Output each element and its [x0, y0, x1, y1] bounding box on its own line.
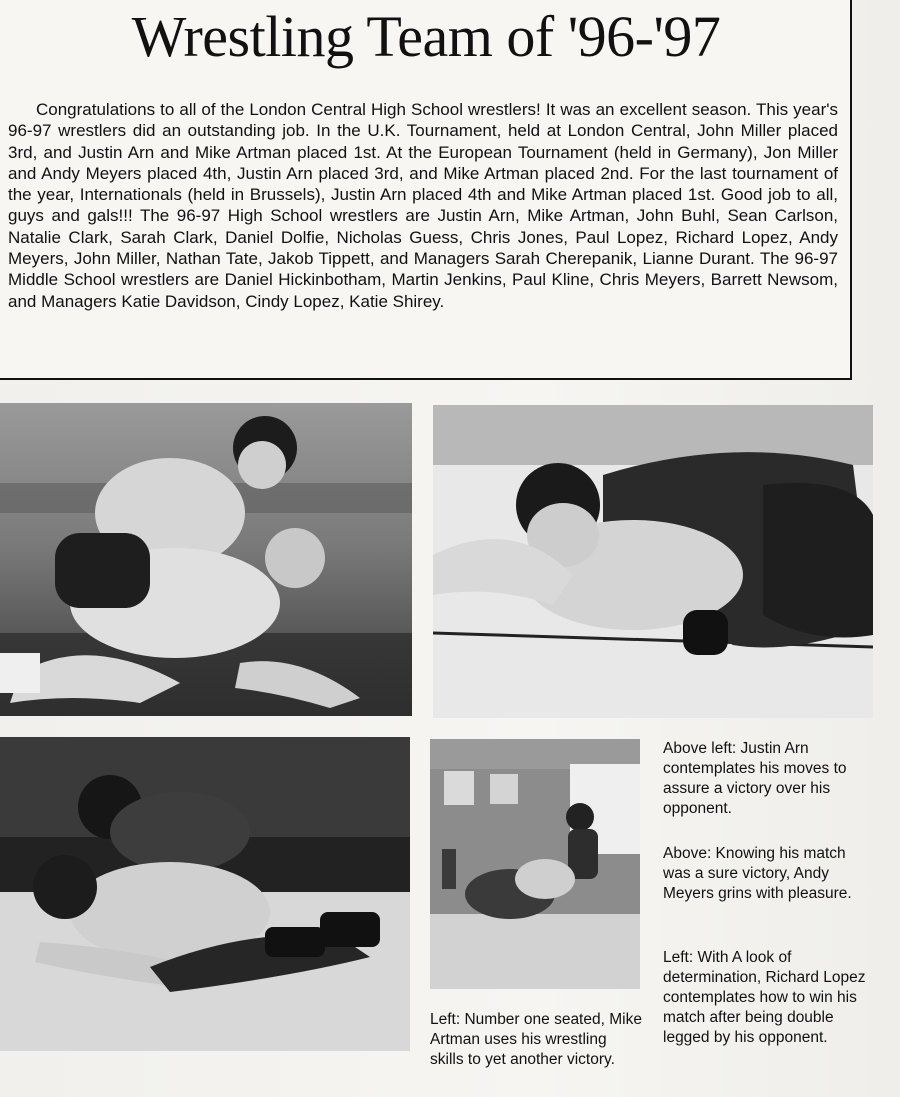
header-box: [0, 0, 852, 380]
photo-mike-artman: [430, 739, 640, 989]
photo-richard-lopez: [0, 737, 410, 1051]
photo-justin-arn: [0, 403, 412, 716]
caption-above: Above: Knowing his match was a sure victory, Andy Meyers grins with pleasure.: [663, 845, 852, 902]
caption-left-mike: Left: Number one seated, Mike Artman uses his wrestling skills to yet another victory.: [430, 1011, 642, 1068]
intro-paragraph: Congratulations to all of the London Central High School wrestlers! It was an excellent season. This year's 96-97 wrestlers did an outstanding job. In the U.K. Tournament, held at London Central, John Miller placed 3rd, and Justin Arn and Mike Artman placed 1st. At the European Tournament (held in Germany), Jon Miller and Andy Meyers placed 4th, Justin Arn placed 3rd, and Mike Artman placed 2nd. For the last tournament of the year, Internationals (held in Brussels), Justin Arn placed 4th and Mike Artman placed 1st. Good job to all, guys and gals!!! The 96-97 High School wrestlers are Justin Arn, Mike Artman, John Buhl, Sean Carlson, Natalie Clark, Sarah Clark, Daniel Dolfie, Nicholas Guess, Chris Jones, Paul Lopez, Richard Lopez, Andy Meyers, John Miller, Nathan Tate, Jakob Tippett, and Managers Sarah Cherepanik, Lianne Durant. The 96-97 Middle School wrestlers are Daniel Hickinbotham, Martin Jenkins, Paul Kline, Chris Meyers, Barrett Newsom, and Managers Katie Davidson, Cindy Lopez, Katie Shirey.: [8, 100, 838, 311]
caption-left-richard: Left: With A look of determination, Richard Lopez contemplates how to win his match after being double legged by his opponent.: [663, 949, 866, 1046]
photo-andy-meyers: [433, 405, 873, 718]
page-title: Wrestling Team of '96-'97: [131, 4, 721, 69]
caption-above-left: Above left: Justin Arn contemplates his moves to assure a victory over his opponent.: [663, 740, 847, 817]
